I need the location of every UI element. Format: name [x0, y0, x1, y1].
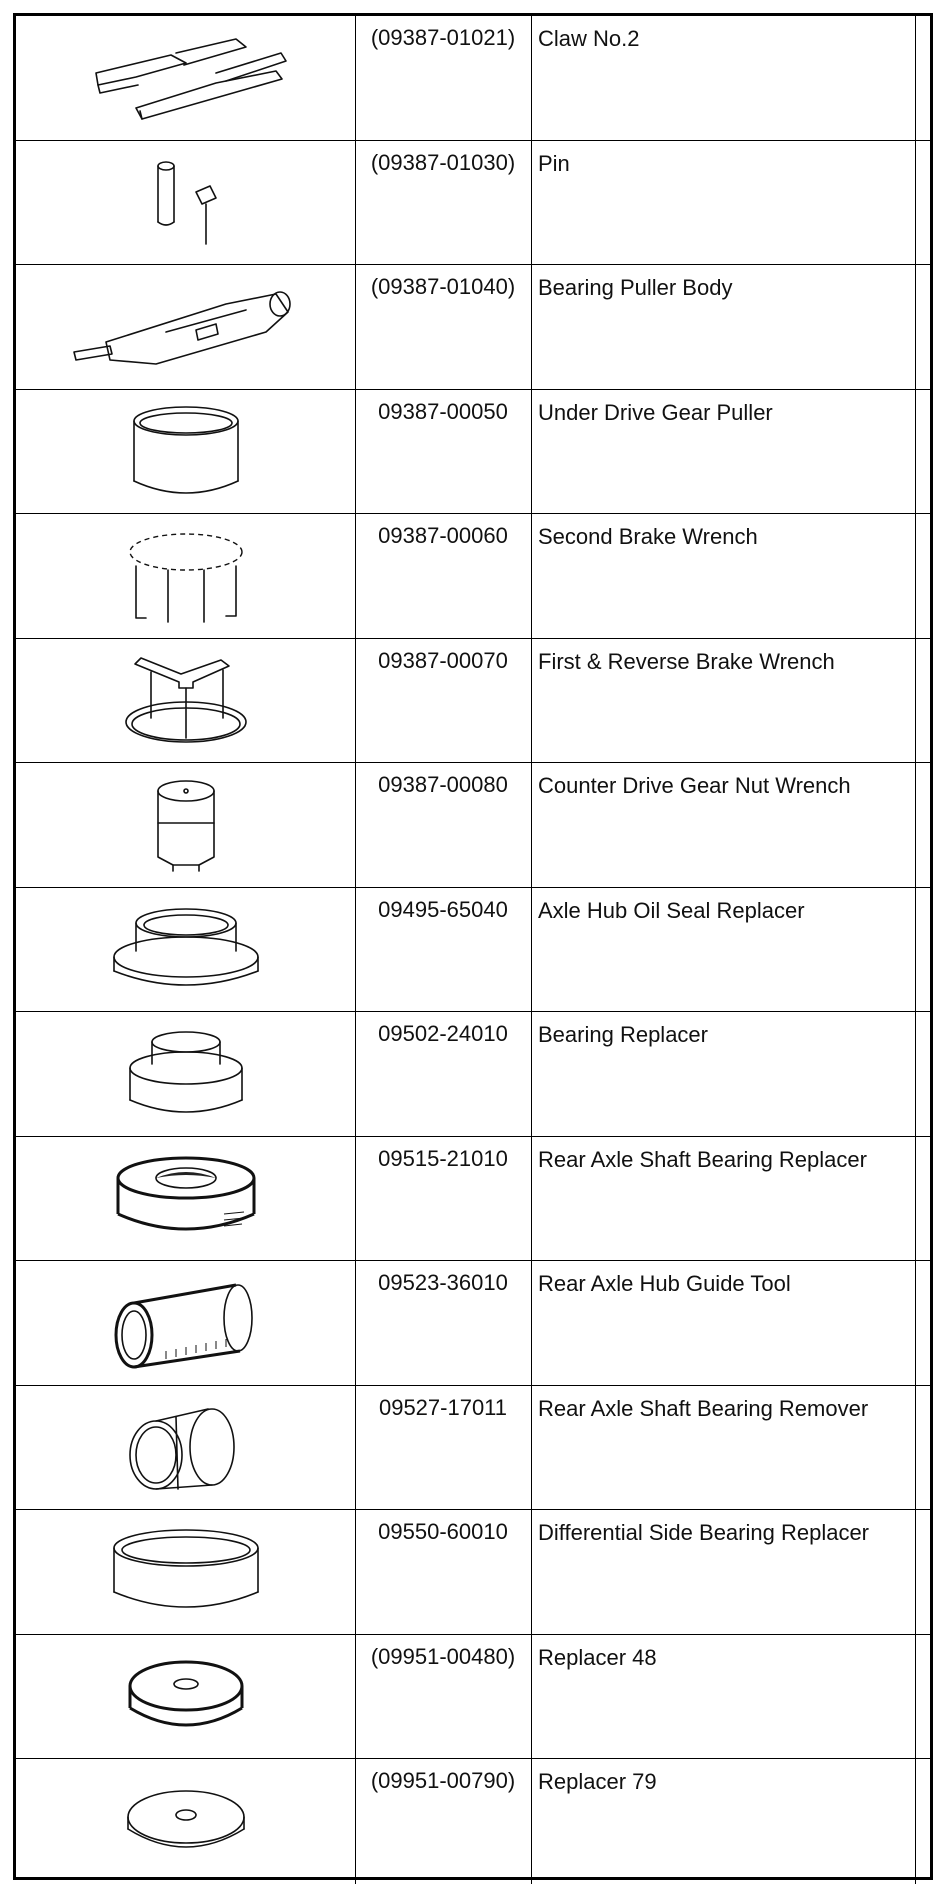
tool-illustration [16, 888, 355, 1012]
part-number: 09495-65040 [378, 896, 508, 922]
tool-illustration [16, 514, 355, 638]
part-number: 09523-36010 [378, 1270, 508, 1295]
bearing-replacer-icon [116, 1024, 256, 1124]
brake-wrench-icon [116, 526, 256, 626]
tool-name: Second Brake Wrench [538, 524, 758, 549]
tool-name: Replacer 79 [538, 1769, 657, 1794]
part-number: (09387-01021) [370, 25, 516, 50]
ring-icon [116, 401, 256, 501]
tool-name: Bearing Puller Body [538, 275, 733, 300]
tool-name: Rear Axle Shaft Bearing Remover [538, 1395, 869, 1421]
table-row [16, 888, 930, 1013]
tool-illustration [16, 16, 355, 140]
tool-illustration [16, 1759, 355, 1884]
tool-name: Bearing Replacer [538, 1022, 708, 1047]
table-row [16, 265, 930, 390]
table-row [16, 16, 930, 141]
table-row [16, 1137, 930, 1262]
part-number: 09502-24010 [378, 1021, 508, 1046]
tool-name: Axle Hub Oil Seal Replacer [538, 897, 805, 923]
tool-illustration [16, 639, 355, 763]
flat-disc-icon [116, 1771, 256, 1871]
table-row [16, 514, 930, 639]
tool-name: First & Reverse Brake Wrench [538, 648, 835, 674]
special-tools-table [13, 13, 933, 1880]
part-number: 09387-00070 [378, 647, 508, 673]
table-row [16, 1012, 930, 1137]
nut-wrench-icon [141, 773, 231, 877]
table-row [16, 763, 930, 888]
tool-illustration [16, 1012, 355, 1136]
part-number: 09387-00060 [378, 523, 508, 548]
thick-ring-icon [106, 1148, 266, 1248]
table-row [16, 141, 930, 266]
seal-replacer-icon [106, 899, 266, 999]
tool-name: Under Drive Gear Puller [538, 399, 773, 425]
tool-illustration [16, 1510, 355, 1634]
tool-illustration [16, 265, 355, 389]
table-row [16, 1635, 930, 1760]
tool-name: Differential Side Bearing Replacer [538, 1520, 869, 1545]
part-number: (09387-01040) [370, 274, 516, 299]
part-number: 09515-21010 [378, 1145, 508, 1171]
table-row [16, 390, 930, 515]
part-number: (09387-01030) [370, 149, 516, 175]
reverse-wrench-icon [111, 648, 261, 752]
tool-name: Pin [538, 150, 570, 176]
tool-name: Rear Axle Shaft Bearing Replacer [538, 1146, 867, 1172]
tool-name: Rear Axle Hub Guide Tool [538, 1271, 791, 1296]
tool-name: Counter Drive Gear Nut Wrench [538, 773, 851, 798]
part-number: 09527-17011 [378, 1394, 508, 1420]
table-row [16, 1759, 930, 1884]
table-row [16, 1261, 930, 1386]
tool-illustration [16, 141, 355, 265]
table-row [16, 1386, 930, 1511]
wide-ring-icon [101, 1522, 271, 1622]
part-number: 09550-60010 [378, 1519, 508, 1544]
disc-icon [116, 1646, 256, 1746]
tool-illustration [16, 763, 355, 887]
tool-illustration [16, 1386, 355, 1510]
puller-body-icon [66, 282, 306, 372]
table-row [16, 639, 930, 764]
tool-illustration [16, 1137, 355, 1261]
tool-name: Claw No.2 [538, 26, 640, 51]
cup-icon [116, 1395, 256, 1499]
tool-illustration [16, 1261, 355, 1385]
claw-icon [76, 33, 296, 123]
sleeve-icon [106, 1271, 266, 1375]
tool-name: Replacer 48 [538, 1644, 657, 1670]
pin-icon [126, 152, 246, 252]
part-number: (09951-00790) [370, 1768, 516, 1793]
part-number: 09387-00080 [378, 772, 508, 797]
tool-illustration [16, 390, 355, 514]
tool-illustration [16, 1635, 355, 1759]
table-row [16, 1510, 930, 1635]
part-number: 09387-00050 [378, 398, 508, 424]
part-number: (09951-00480) [370, 1643, 516, 1669]
